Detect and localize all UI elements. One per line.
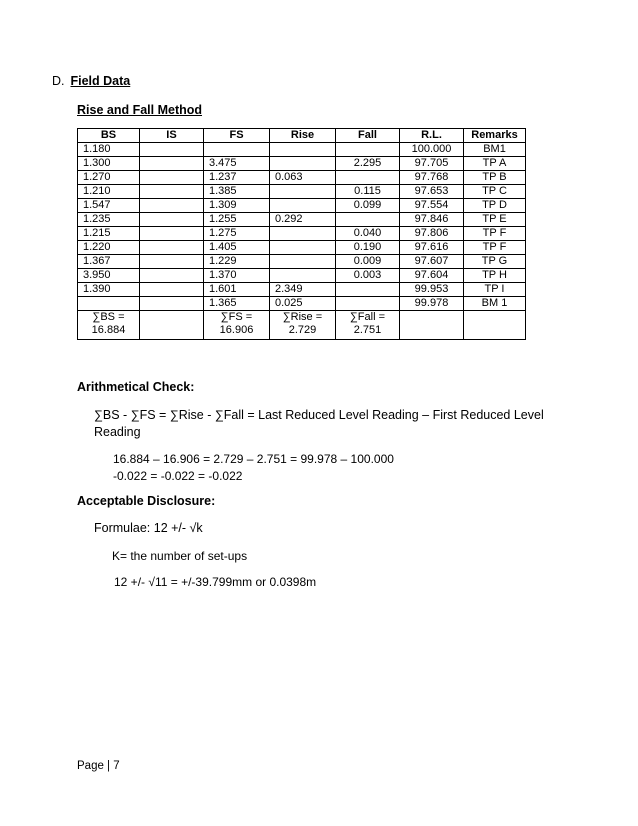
page-footer: Page | 7 — [77, 760, 120, 772]
table-cell — [140, 241, 204, 255]
table-row — [78, 241, 526, 255]
table-cell: 97.846 — [400, 213, 464, 227]
table-cell: 1.220 — [78, 241, 140, 255]
table-cell: TP C — [464, 185, 526, 199]
table-cell: 3.475 — [204, 157, 270, 171]
table-cell: 99.978 — [400, 297, 464, 311]
closure-result: 12 +/- √11 = +/-39.799mm or 0.0398m — [114, 575, 317, 589]
table-cell: TP D — [464, 199, 526, 213]
table-cell — [270, 269, 336, 283]
check-statement-line-1: ∑BS - ∑FS = ∑Rise - ∑Fall = Last Reduced Level Reading – First Reduced Level — [94, 408, 544, 422]
table-cell: 0.003 — [336, 269, 400, 283]
table-cell: 1.367 — [78, 255, 140, 269]
table-cell — [140, 199, 204, 213]
sum-value: 2.729 — [288, 324, 317, 336]
table-cell — [464, 311, 526, 340]
table-cell — [336, 213, 400, 227]
table-cell — [336, 143, 400, 157]
acceptable-disclosure-heading: Acceptable Disclosure: — [77, 494, 216, 508]
sum-label: ∑Fall = — [349, 311, 386, 323]
column-header: IS — [140, 129, 204, 143]
table-cell: 97.554 — [400, 199, 464, 213]
table-cell: BM 1 — [464, 297, 526, 311]
table-cell: 97.607 — [400, 255, 464, 269]
table-cell: 97.653 — [400, 185, 464, 199]
table-row — [78, 255, 526, 269]
sum-value: 16.884 — [91, 324, 126, 336]
table-cell — [270, 157, 336, 171]
table-cell: 1.275 — [204, 227, 270, 241]
table-cell: 0.025 — [270, 297, 336, 311]
table-cell: 1.370 — [204, 269, 270, 283]
table-cell: 1.390 — [78, 283, 140, 297]
table-cell: 0.009 — [336, 255, 400, 269]
table-sum-row — [78, 311, 526, 340]
table-cell — [336, 171, 400, 185]
table-body — [78, 143, 526, 340]
table-cell — [336, 297, 400, 311]
table-cell: 97.768 — [400, 171, 464, 185]
sum-label: ∑Rise = — [282, 311, 323, 323]
rise-fall-table — [77, 128, 526, 340]
sum-rise-cell — [270, 311, 336, 340]
section-title: Field Data — [70, 74, 131, 88]
table-cell: 97.705 — [400, 157, 464, 171]
sum-value: 16.906 — [219, 324, 254, 336]
table-cell: TP F — [464, 227, 526, 241]
table-cell — [140, 269, 204, 283]
table-cell: 1.237 — [204, 171, 270, 185]
method-title: Rise and Fall Method — [77, 103, 203, 117]
table-cell: 99.953 — [400, 283, 464, 297]
table-cell: 1.235 — [78, 213, 140, 227]
table-cell: 0.292 — [270, 213, 336, 227]
table-cell: 97.604 — [400, 269, 464, 283]
table-cell: 2.295 — [336, 157, 400, 171]
table-row — [78, 171, 526, 185]
column-header: BS — [78, 129, 140, 143]
table-cell — [140, 171, 204, 185]
table-cell: 0.115 — [336, 185, 400, 199]
sum-label: ∑FS = — [220, 311, 253, 323]
table-cell: 1.215 — [78, 227, 140, 241]
table-cell: 97.616 — [400, 241, 464, 255]
table-cell: 1.385 — [204, 185, 270, 199]
table-row — [78, 157, 526, 171]
table-cell: 0.063 — [270, 171, 336, 185]
table-cell — [140, 157, 204, 171]
table-cell: TP G — [464, 255, 526, 269]
arithmetical-check-heading: Arithmetical Check: — [77, 380, 195, 394]
table-cell: BM1 — [464, 143, 526, 157]
table-cell — [140, 227, 204, 241]
table-cell: 1.309 — [204, 199, 270, 213]
table-cell: 1.210 — [78, 185, 140, 199]
table-row — [78, 283, 526, 297]
table-cell — [270, 227, 336, 241]
table-cell — [140, 283, 204, 297]
table-cell: 1.547 — [78, 199, 140, 213]
check-calculation-line-2: -0.022 = -0.022 = -0.022 — [113, 469, 243, 483]
column-header: FS — [204, 129, 270, 143]
table-cell: 2.349 — [270, 283, 336, 297]
table-cell: 0.040 — [336, 227, 400, 241]
table-cell: 1.270 — [78, 171, 140, 185]
table-cell: TP H — [464, 269, 526, 283]
table-row — [78, 297, 526, 311]
table-cell: 0.190 — [336, 241, 400, 255]
table-cell: 100.000 — [400, 143, 464, 157]
table-cell — [204, 143, 270, 157]
table-cell: 1.601 — [204, 283, 270, 297]
table-row — [78, 227, 526, 241]
check-calculation-line-1: 16.884 – 16.906 = 2.729 – 2.751 = 99.978 – 100.000 — [113, 452, 394, 466]
table-cell — [140, 297, 204, 311]
table-row — [78, 199, 526, 213]
table-cell: 1.229 — [204, 255, 270, 269]
section-number: D. — [52, 74, 65, 88]
table-cell — [140, 213, 204, 227]
table-cell — [270, 185, 336, 199]
table-cell — [270, 199, 336, 213]
table-cell: 1.180 — [78, 143, 140, 157]
table-cell — [140, 185, 204, 199]
table-cell: TP E — [464, 213, 526, 227]
table-cell — [78, 297, 140, 311]
table-cell: 1.255 — [204, 213, 270, 227]
table-row — [78, 143, 526, 157]
sum-value: 2.751 — [353, 324, 382, 336]
table-cell — [270, 255, 336, 269]
table-cell — [270, 143, 336, 157]
table-cell: 0.099 — [336, 199, 400, 213]
column-header: Remarks — [464, 129, 526, 143]
table-row — [78, 213, 526, 227]
k-definition: K= the number of set-ups — [112, 549, 248, 563]
section-heading — [52, 74, 130, 88]
table-cell — [336, 283, 400, 297]
table-cell: 3.950 — [78, 269, 140, 283]
sum-bs-cell — [78, 311, 140, 340]
table-cell: 1.405 — [204, 241, 270, 255]
column-header: Rise — [270, 129, 336, 143]
check-statement-line-2: Reading — [94, 425, 141, 439]
sum-fall-cell — [336, 311, 400, 340]
table-cell — [400, 311, 464, 340]
sum-fs-cell — [204, 311, 270, 340]
table-cell — [140, 311, 204, 340]
column-header: Fall — [336, 129, 400, 143]
table-cell: 97.806 — [400, 227, 464, 241]
table-row — [78, 185, 526, 199]
table-cell: TP B — [464, 171, 526, 185]
table-cell: TP I — [464, 283, 526, 297]
table-cell — [270, 241, 336, 255]
table-cell: TP F — [464, 241, 526, 255]
column-header: R.L. — [400, 129, 464, 143]
table-cell: TP A — [464, 157, 526, 171]
table-cell: 1.365 — [204, 297, 270, 311]
table-cell — [140, 255, 204, 269]
table-cell: 1.300 — [78, 157, 140, 171]
formula-line: Formulae: 12 +/- √k — [94, 521, 203, 535]
table-row — [78, 269, 526, 283]
sum-label: ∑BS = — [92, 311, 125, 323]
table-header-row — [78, 129, 526, 143]
table-cell — [140, 143, 204, 157]
